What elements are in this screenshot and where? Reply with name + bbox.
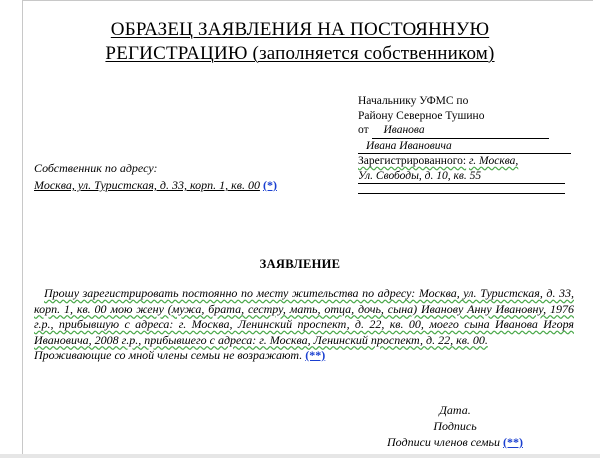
signature-block xyxy=(340,402,570,450)
document-page xyxy=(22,0,593,455)
no-objection-line: Проживающие со мной члены семьи не возражают. (**) xyxy=(34,348,326,362)
addressee-line-1: Начальнику УФМС по xyxy=(358,95,469,107)
addressee-from: от Иванова xyxy=(358,123,568,139)
addressee-blank-line xyxy=(358,184,568,194)
family-signatures: Подписи членов семьи (**) xyxy=(387,435,523,449)
title-line-1: ОБРАЗЕЦ ЗАЯВЛЕНИЯ НА ПОСТОЯННУЮ xyxy=(110,19,490,40)
addressee-block xyxy=(358,94,568,194)
owner-address-line xyxy=(34,177,277,194)
addressee-from-value: Иванова xyxy=(372,123,549,139)
signature-note-mark: (**) xyxy=(502,435,523,449)
addressee-registered: Зарегистрированного: г. Москва, xyxy=(358,155,519,167)
owner-label: Собственник по адресу: xyxy=(34,161,158,175)
owner-block xyxy=(34,160,277,194)
statement-paragraph: Прошу зарегистрировать постоянно по месту жительства по адресу: Москва, ул. Туристская, д. 33, корп. 1, кв. 00 мою жену (мужа, брата, сестру, мать, отца, дочь, сына) Иванову Анну Ивановну, 1976 г.р., прибывшую с адреса: г. Москва, Ленинский проспект, д. 22, кв. 00, моего сына Иванова Игоря Ивановича, 2008 г.р., прибывшего с адреса: г. Москва, Ленинский проспект, д. 22, кв. 00. xyxy=(34,286,574,347)
statement-heading: ЗАЯВЛЕНИЕ xyxy=(259,257,341,271)
signature-label: Подпись xyxy=(433,419,477,433)
body-note-mark: (**) xyxy=(305,348,326,362)
addressee-line-4: Ивана Ивановича xyxy=(358,139,568,155)
statement-body xyxy=(34,286,574,364)
addressee-line-6: Ул. Свободы, д. 10, кв. 55 xyxy=(358,169,568,185)
title-line-2: РЕГИСТРАЦИЮ (заполняется собственником) xyxy=(105,43,495,64)
date-label: Дата. xyxy=(439,403,471,417)
owner-note-mark: (*) xyxy=(262,178,277,192)
owner-address: Москва, ул. Туристская, д. 33, корп. 1, кв. 00 xyxy=(34,178,260,192)
page-bottom-edge xyxy=(0,454,600,458)
addressee-line-2: Району Северное Тушино xyxy=(358,109,485,122)
